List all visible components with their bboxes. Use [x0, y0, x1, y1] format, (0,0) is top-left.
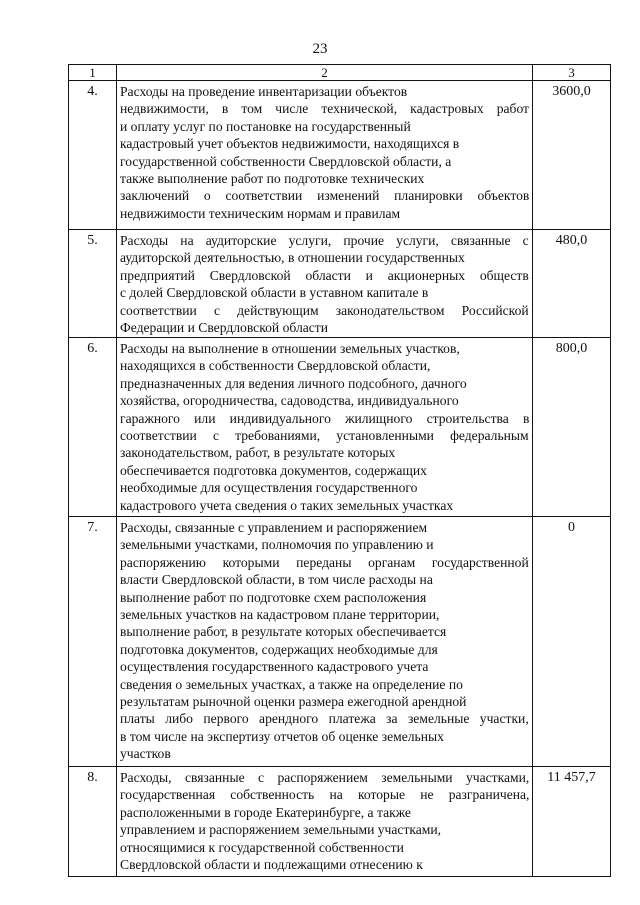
description-line: подготовка документов, содержащих необходимые для	[120, 641, 438, 657]
description-line: управлением и распоряжением земельными участками,	[120, 822, 442, 838]
row-number: 5.	[69, 230, 117, 338]
description-line: недвижимости, в том числе технической, кадастровых работ	[120, 101, 530, 117]
description-line: Расходы на проведение инвентаризации объектов	[120, 84, 408, 99]
description-line: кадастрового учета сведения о таких земельных участках	[120, 497, 454, 513]
description-line: Расходы на аудиторские услуги, прочие услуги, связанные с	[120, 233, 529, 248]
description-line: Расходы на выполнение в отношении земельных участков,	[120, 341, 460, 356]
row-number: 7.	[69, 517, 117, 767]
row-description	[117, 230, 533, 338]
description-line: власти Свердловской области, в том числе расходы на	[120, 572, 433, 588]
header-col-1: 1	[69, 65, 117, 81]
description-line: расположенными в городе Екатеринбурге, а также	[120, 804, 411, 820]
header-col-2: 2	[117, 65, 533, 81]
description-line: гаражного или индивидуального жилищного строительства в	[120, 410, 530, 426]
description-line: соответствии с требованиями, установленными федеральным	[120, 428, 529, 444]
row-number: 8.	[69, 767, 117, 877]
table-row	[69, 767, 611, 877]
description-line: Свердловской области и подлежащими отнесению к	[120, 857, 423, 873]
description-line: законодательством, работ, в результате которых	[120, 445, 396, 461]
table-row	[69, 81, 611, 230]
row-amount: 480,0	[533, 230, 611, 338]
description-line: относящимися к государственной собственности	[120, 839, 404, 855]
description-line: платы либо первого арендного платежа за земельные участки,	[120, 711, 529, 727]
description-line: соответствии с действующим законодательством Российской	[120, 302, 529, 318]
table-row	[69, 517, 611, 767]
expenses-table	[68, 64, 611, 877]
row-number: 4.	[69, 81, 117, 230]
header-col-3: 3	[533, 65, 611, 81]
description-line: хозяйства, огородничества, садоводства, индивидуального	[120, 393, 459, 409]
table-row	[69, 230, 611, 338]
description-line: предприятий Свердловской области и акционерных обществ	[120, 267, 529, 283]
row-description	[117, 338, 533, 517]
description-line: земельными участками, полномочия по управлению и	[120, 537, 434, 553]
table-row	[69, 338, 611, 517]
description-line: государственная собственность на которые не разграничена,	[120, 787, 530, 803]
row-description	[117, 517, 533, 767]
description-line: земельных участков на кадастровом плане территории,	[120, 607, 440, 623]
table-header-row	[69, 65, 611, 81]
row-amount: 11 457,7	[533, 767, 611, 877]
row-number: 6.	[69, 338, 117, 517]
description-line: необходимые для осуществления государственного	[120, 480, 418, 496]
description-line: Расходы, связанные с управлением и распоряжением	[120, 520, 428, 535]
row-description	[117, 81, 533, 230]
description-line: Расходы, связанные с распоряжением земельными участками,	[120, 770, 530, 785]
description-line: выполнение работ, в результате которых обеспечивается	[120, 624, 447, 640]
description-line: с долей Свердловской области в уставном капитале в	[120, 285, 429, 301]
row-amount: 800,0	[533, 338, 611, 517]
description-line: кадастровый учет объектов недвижимости, находящихся в	[120, 136, 460, 152]
description-line: осуществления государственного кадастрового учета	[120, 659, 429, 675]
description-line: распоряжению которыми переданы органам государственной	[120, 554, 529, 570]
row-description	[117, 767, 533, 877]
description-line: находящихся в собственности Свердловской области,	[120, 358, 431, 374]
row-amount: 3600,0	[533, 81, 611, 230]
description-line: Федерации и Свердловской области	[120, 320, 329, 336]
page-number: 23	[312, 41, 328, 57]
description-line: результатам рыночной оценки размера ежегодной арендной	[120, 694, 467, 710]
description-line: аудиторской деятельностью, в отношении государственных	[120, 250, 465, 266]
description-line: обеспечивается подготовка документов, содержащих	[120, 462, 427, 478]
description-line: выполнение работ по подготовке схем расположения	[120, 589, 427, 605]
description-line: предназначенных для ведения личного подсобного, дачного	[120, 375, 467, 391]
description-line: сведения о земельных участках, а также на определение по	[120, 676, 463, 692]
description-line: в том числе на экспертизу отчетов об оценке земельных	[120, 728, 444, 744]
row-amount: 0	[533, 517, 611, 767]
description-line: участков	[120, 746, 171, 762]
description-line: заключений о соответствии изменений планировки объектов	[120, 188, 530, 204]
description-line: и оплату услуг по постановке на государственный	[120, 118, 411, 134]
description-line: государственной собственности Свердловской области, а	[120, 153, 452, 169]
description-line: недвижимости техническим нормам и правилам	[120, 205, 401, 221]
description-line: также выполнение работ по подготовке технических	[120, 171, 425, 187]
